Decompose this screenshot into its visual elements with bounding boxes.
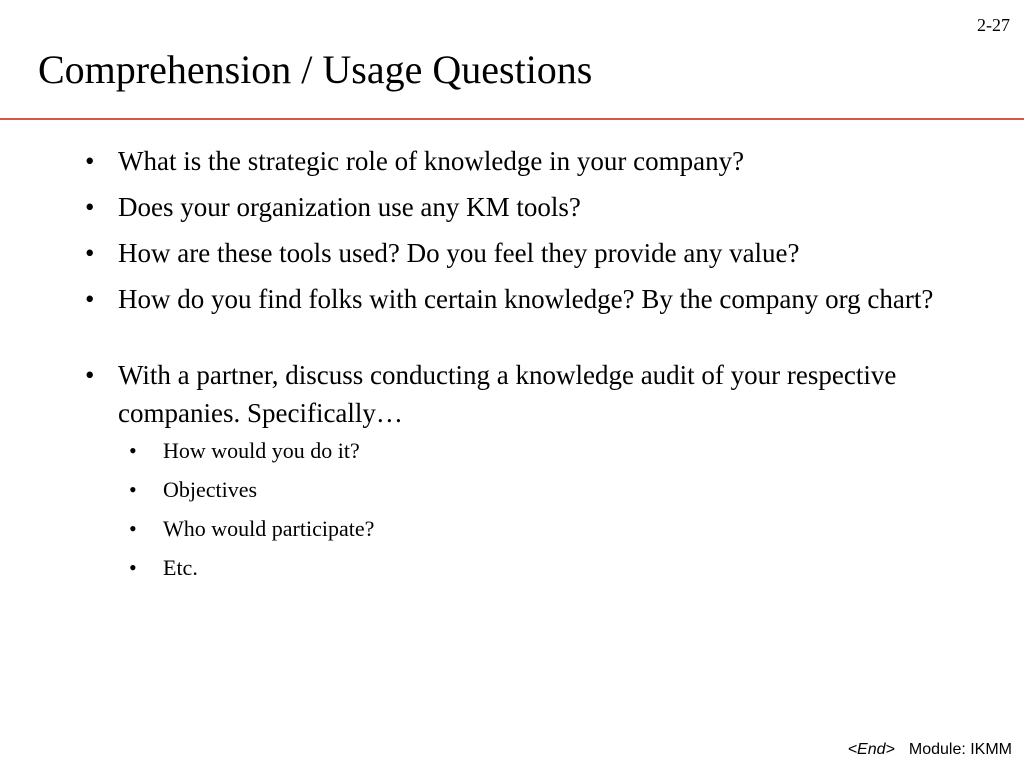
bullet-text: How do you find folks with certain knowledge? By the company org chart? <box>118 284 934 314</box>
page-number: 2-27 <box>977 15 1010 35</box>
sub-bullet-text: Who would participate? <box>163 516 375 541</box>
bullet-icon: • <box>85 192 95 222</box>
sub-bullet-icon: • <box>129 516 137 541</box>
bullet-item <box>0 142 998 180</box>
slide-footer <box>848 740 1012 760</box>
sub-bullet-list <box>118 436 998 583</box>
bullet-text: Does your organization use any KM tools? <box>118 192 581 222</box>
sub-bullet-text: How would you do it? <box>163 438 360 463</box>
title-divider <box>0 118 1024 120</box>
bullet-list <box>0 142 1024 592</box>
bullet-text: With a partner, discuss conducting a knowledge audit of your respective companies. Specifically… <box>118 360 897 428</box>
sub-bullet-item <box>118 553 998 583</box>
bullet-icon: • <box>85 238 95 268</box>
bullet-text: What is the strategic role of knowledge in your company? <box>118 146 745 176</box>
sub-bullet-item <box>118 475 998 505</box>
sub-bullet-text: Objectives <box>163 477 258 502</box>
bullet-item <box>0 188 998 226</box>
sub-bullet-item <box>118 514 998 544</box>
sub-bullet-item <box>118 436 998 466</box>
bullet-item <box>0 280 998 318</box>
end-link[interactable]: <End> <box>847 741 895 758</box>
sub-bullet-text: Etc. <box>163 555 198 580</box>
sub-bullet-icon: • <box>129 555 137 580</box>
bullet-item <box>0 234 998 272</box>
bullet-icon: • <box>85 284 95 314</box>
bullet-text: How are these tools used? Do you feel they provide any value? <box>118 238 800 268</box>
sub-bullet-icon: • <box>129 477 137 502</box>
slide-title: Comprehension / Usage Questions <box>38 47 593 92</box>
bullet-icon: • <box>85 146 95 176</box>
bullet-icon: • <box>85 360 95 390</box>
sub-bullet-icon: • <box>129 438 137 463</box>
module-label: Module: IKMM <box>908 741 1012 758</box>
bullet-item <box>0 356 998 583</box>
